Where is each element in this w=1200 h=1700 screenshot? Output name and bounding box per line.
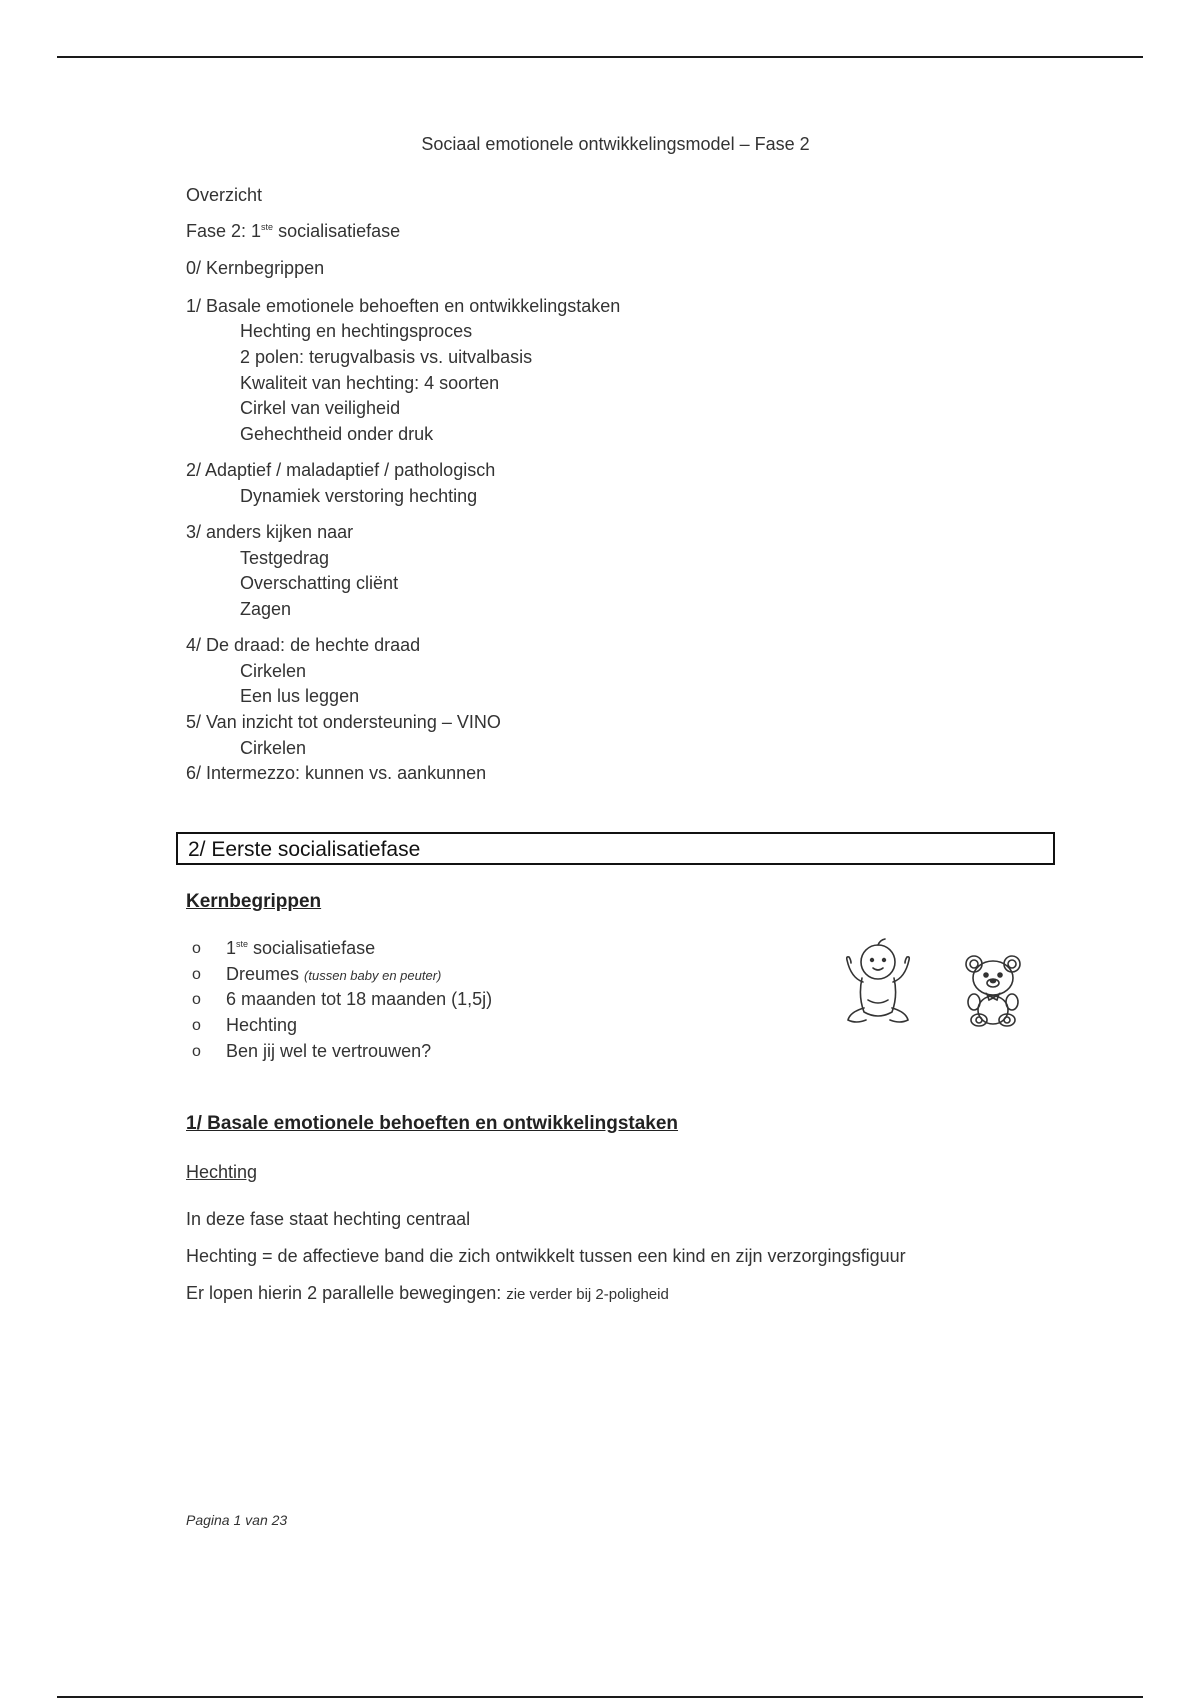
bullet-marker: o (192, 1017, 201, 1034)
overview-sub-item: Een lus leggen (240, 686, 360, 706)
overview-item-1: 1/ Basale emotionele behoeften en ontwikkelingstaken (186, 296, 621, 316)
overview-sub-item: Testgedrag (240, 548, 330, 568)
bullet-marker: o (192, 940, 201, 957)
page-number: Pagina 1 van 23 (186, 1512, 288, 1528)
overview-item-0: 0/ Kernbegrippen (186, 258, 325, 278)
bullet-item: Hechting (226, 1015, 298, 1035)
section-title: 2/ Eerste socialisatiefase (188, 838, 421, 861)
phase-line: Fase 2: 1ste socialisatiefase (186, 221, 401, 241)
bullet-item: Ben jij wel te vertrouwen? (226, 1041, 432, 1061)
overview-sub-item: Kwaliteit van hechting: 4 soorten (240, 373, 500, 393)
overview-item-5: 5/ Van inzicht tot ondersteuning – VINO (186, 712, 501, 732)
overview-sub-item: Gehechtheid onder druk (240, 424, 434, 444)
paragraph: In deze fase staat hechting centraal (186, 1209, 471, 1229)
overview-sub-item: Cirkel van veiligheid (240, 398, 401, 418)
bullet-item: Dreumes (tussen baby en peuter) (226, 964, 442, 984)
overview-heading: Overzicht (186, 185, 263, 205)
overview-item-3: 3/ anders kijken naar (186, 522, 354, 542)
baby-illustration (838, 936, 918, 1028)
overview-sub-item: Hechting en hechtingsproces (240, 321, 473, 341)
overview-sub-item: Dynamiek verstoring hechting (240, 486, 478, 506)
bottom-rule (57, 1696, 1143, 1698)
top-rule (57, 56, 1143, 58)
overview-sub-item: Zagen (240, 599, 292, 619)
overview-item-2: 2/ Adaptief / maladaptief / pathologisch (186, 460, 496, 480)
bullet-marker: o (192, 991, 201, 1008)
overview-sub-item: Cirkelen (240, 738, 307, 758)
hechting-subheading: Hechting (186, 1162, 258, 1182)
kernbegrippen-heading: Kernbegrippen (186, 891, 322, 912)
document-title: Sociaal emotionele ontwikkelingsmodel – Fase 2 (421, 134, 810, 154)
overview-item-6: 6/ Intermezzo: kunnen vs. aankunnen (186, 763, 487, 783)
section-header-box (176, 832, 1055, 865)
bullet-marker: o (192, 966, 201, 983)
overview-sub-item: Cirkelen (240, 661, 307, 681)
paragraph: Er lopen hierin 2 parallelle bewegingen: zie verder bij 2-poligheid (186, 1283, 669, 1303)
paragraph: Hechting = de affectieve band die zich ontwikkelt tussen een kind en zijn verzorgingsfiguur (186, 1246, 906, 1266)
teddy-bear-illustration (962, 952, 1024, 1028)
overview-sub-item: Overschatting cliënt (240, 573, 399, 593)
bullet-marker: o (192, 1043, 201, 1060)
overview-item-4: 4/ De draad: de hechte draad (186, 635, 421, 655)
bullet-item: 6 maanden tot 18 maanden (1,5j) (226, 989, 493, 1009)
bullet-item: 1ste socialisatiefase (226, 938, 376, 958)
basale-heading: 1/ Basale emotionele behoeften en ontwikkelingstaken (186, 1113, 679, 1134)
overview-sub-item: 2 polen: terugvalbasis vs. uitvalbasis (240, 347, 533, 367)
